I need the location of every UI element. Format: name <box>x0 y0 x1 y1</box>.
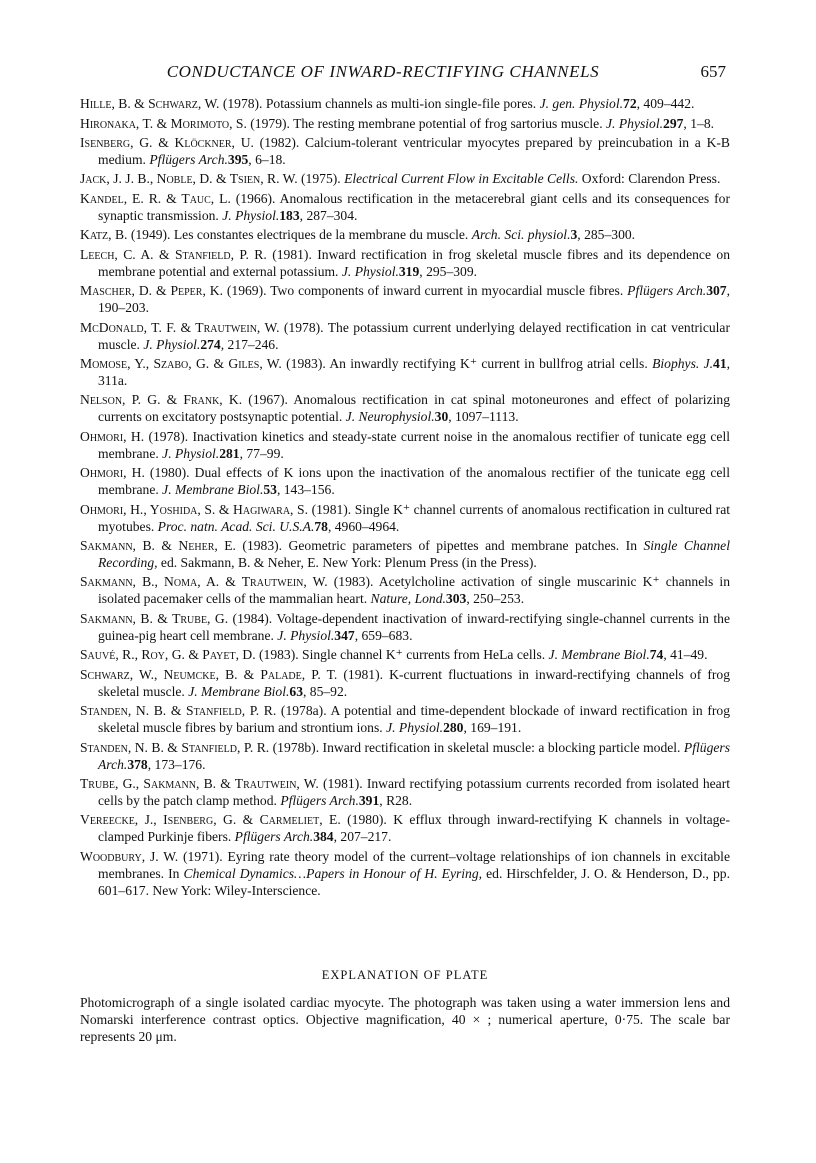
reference-title: (1983). Acetylcholine activation of single muscarinic K⁺ channels in isolated pacemaker cells of the mammalian heart. <box>98 574 730 607</box>
reference-entry <box>80 667 730 701</box>
reference-entry <box>80 502 730 536</box>
reference-volume: 78 <box>314 518 328 534</box>
reference-title: (1967). Anomalous rectification in cat spinal motoneurones and effect of polarizing currents on excitatory postsynaptic potential. <box>98 392 730 425</box>
reference-journal: J. Physiol. <box>222 207 280 223</box>
reference-title: (1975). <box>297 171 345 187</box>
reference-title: (1983). Geometric parameters of pipettes and membrane patches. In <box>235 538 644 554</box>
reference-authors: Trube, G., Sakmann, B. & Trautwein, W. <box>80 776 319 791</box>
reference-pages: , 659–683. <box>354 627 413 643</box>
reference-entry <box>80 283 730 317</box>
reference-authors: Hille, B. & Schwarz, W. <box>80 96 220 111</box>
reference-authors: Kandel, E. R. & Tauc, L. <box>80 190 231 206</box>
reference-journal: J. Membrane Biol. <box>162 482 264 498</box>
reference-entry <box>80 465 730 499</box>
reference-volume: 391 <box>358 792 380 808</box>
reference-journal: J. Physiol. <box>606 115 664 131</box>
reference-title: (1978). Potassium channels as multi-ion single-file pores. <box>219 96 540 111</box>
reference-entry <box>80 647 730 664</box>
reference-pages: , 295–309. <box>419 263 478 279</box>
reference-title: (1981). Single K⁺ channel currents of anomalous rectification in cultured rat myotubes. <box>98 501 731 534</box>
reference-authors: Jack, J. J. B., Noble, D. & Tsien, R. W. <box>80 171 298 187</box>
reference-journal: J. Physiol. <box>162 445 220 461</box>
reference-authors: Ohmori, H., Yoshida, S. & Hagiwara, S. <box>80 501 308 517</box>
reference-pages: ed. Sakmann, B. & Neher, E. New York: Plenum Press (in the Press). <box>157 554 537 570</box>
reference-pages: , R28. <box>379 792 413 808</box>
reference-pages: , 409–442. <box>636 96 695 111</box>
reference-volume: 53 <box>263 482 277 498</box>
reference-journal: J. Physiol. <box>386 720 444 736</box>
reference-journal: J. Physiol. <box>143 336 201 352</box>
reference-volume: 347 <box>334 627 355 643</box>
reference-pages: ed. Hirschfelder, J. O. & Henderson, D., pp. 601–617. New York: Wiley-Interscience. <box>98 865 730 898</box>
reference-pages: , 85–92. <box>302 683 348 699</box>
reference-volume: 281 <box>219 445 240 461</box>
plate-heading: EXPLANATION OF PLATE <box>321 968 489 982</box>
page-header <box>80 62 726 86</box>
reference-authors: Schwarz, W., Neumcke, B. & Palade, P. T. <box>80 666 338 682</box>
reference-journal: Arch. Sci. physiol. <box>471 227 571 243</box>
reference-entry <box>80 776 730 810</box>
reference-volume: 280 <box>443 720 464 736</box>
reference-journal: Electrical Current Flow in Excitable Cells. <box>344 171 579 187</box>
reference-pages: , 4960–4964. <box>327 518 400 534</box>
reference-authors: Woodbury, J. W. <box>80 848 179 864</box>
reference-journal: Single Channel Recording, <box>98 538 730 570</box>
reference-entry <box>80 392 730 426</box>
reference-authors: Sakmann, B., Noma, A. & Trautwein, W. <box>80 574 328 590</box>
reference-pages: , 143–156. <box>276 482 335 498</box>
reference-pages: , 1–8. <box>683 115 715 131</box>
reference-entry <box>80 191 730 225</box>
reference-volume: 274 <box>200 336 221 352</box>
reference-journal: Pflügers Arch. <box>98 739 730 772</box>
reference-entry <box>80 247 730 281</box>
reference-entry <box>80 429 730 463</box>
reference-pages: , 169–191. <box>463 720 522 736</box>
reference-pages: , 41–49. <box>663 647 708 663</box>
reference-authors: Katz, B. <box>80 227 128 243</box>
reference-pages: Oxford: Clarendon Press. <box>578 171 721 187</box>
reference-authors: Isenberg, G. & Klöckner, U. <box>80 135 254 150</box>
reference-authors: Momose, Y., Szabo, G. & Giles, W. <box>80 356 282 372</box>
reference-volume: 30 <box>434 409 449 425</box>
reference-journal: Pflügers Arch. <box>149 151 228 167</box>
reference-pages: , 311a. <box>98 356 731 388</box>
reference-volume: 3 <box>570 227 578 243</box>
reference-title: (1982). Calcium-tolerant ventricular myocytes prepared by preincubation in a K-B medium. <box>98 135 730 167</box>
reference-journal: Pflügers Arch. <box>234 829 314 845</box>
reference-volume: 395 <box>227 151 249 167</box>
reference-volume: 72 <box>623 96 637 111</box>
reference-entry <box>80 135 730 169</box>
reference-entry <box>80 538 730 572</box>
reference-volume: 297 <box>663 115 684 131</box>
reference-entry <box>80 740 730 774</box>
reference-title: (1979). The resting membrane potential of frog sartorius muscle. <box>246 115 607 131</box>
reference-journal: J. Physiol. <box>341 263 399 279</box>
reference-volume: 303 <box>445 591 467 607</box>
plate-caption: Photomicrograph of a single isolated cardiac myocyte. The photograph was taken using a water immersion lens and Nomarski interference contrast optics. Objective magnification, 40 × ; numerical aperture, 0·75. The scale bar represents 20 μm. <box>80 995 730 1045</box>
reference-entry <box>80 116 730 133</box>
reference-volume: 378 <box>127 756 148 772</box>
reference-authors: Standen, N. B. & Stanfield, P. R. <box>80 703 277 719</box>
reference-title: (1978). Inactivation kinetics and steady-state current noise in the anomalous rectifier of tunicate egg cell membrane. <box>98 428 730 461</box>
reference-pages: , 285–300. <box>577 227 636 243</box>
reference-title: (1980). K efflux through inward-rectifying K channels in voltage-clamped Purkinje fibers. <box>98 812 730 845</box>
reference-entry <box>80 703 730 737</box>
reference-pages: , 6–18. <box>248 151 286 167</box>
reference-list <box>80 96 730 902</box>
reference-pages: , 250–253. <box>466 591 525 607</box>
reference-pages: , 217–246. <box>220 336 279 352</box>
reference-authors: Nelson, P. G. & Frank, K. <box>80 392 243 408</box>
reference-journal: J. Physiol. <box>277 627 335 643</box>
reference-journal: Nature, Lond. <box>370 591 446 607</box>
reference-title: (1978b). Inward rectification in skeletal muscle: a blocking particle model. <box>269 739 684 755</box>
reference-authors: Leech, C. A. & Stanfield, P. R. <box>80 246 267 262</box>
reference-title: (1980). Dual effects of K ions upon the inactivation of the anomalous rectifier of the tunicate egg cell membrane. <box>98 465 730 498</box>
reference-volume: 319 <box>398 263 420 279</box>
reference-authors: Ohmori, H. <box>80 428 145 444</box>
reference-pages: , 190–203. <box>98 283 730 316</box>
reference-volume: 74 <box>649 647 664 663</box>
reference-entry <box>80 96 730 113</box>
reference-title: (1969). Two components of inward current in myocardial muscle fibres. <box>222 283 628 299</box>
reference-volume: 63 <box>289 683 303 699</box>
reference-pages: , 287–304. <box>299 207 358 223</box>
reference-entry <box>80 611 730 645</box>
reference-entry <box>80 812 730 846</box>
reference-journal: J. Neurophysiol. <box>345 409 435 425</box>
reference-journal: Chemical Dynamics…Papers in Honour of H. Eyring, <box>183 865 483 881</box>
reference-title: (1981). K-current fluctuations in inward-rectifying channels of frog skeletal muscle. <box>98 666 730 699</box>
reference-entry <box>80 849 730 900</box>
reference-title: (1949). Les constantes electriques de la membrane du muscle. <box>127 227 472 243</box>
reference-entry <box>80 171 730 188</box>
reference-entry <box>80 227 730 244</box>
reference-journal: Pflügers Arch. <box>280 792 359 808</box>
reference-pages: , 77–99. <box>239 445 284 461</box>
reference-volume: 41 <box>713 356 727 372</box>
reference-entry <box>80 574 730 608</box>
reference-journal: Pflügers Arch. <box>627 283 707 299</box>
reference-authors: Mascher, D. & Peper, K. <box>80 283 223 299</box>
reference-pages: , 1097–1113. <box>448 409 519 425</box>
reference-journal: Biophys. J. <box>652 356 714 372</box>
reference-journal: J. gen. Physiol. <box>539 96 624 111</box>
reference-authors: Sauvé, R., Roy, G. & Payet, D. <box>80 647 256 663</box>
reference-volume: 307 <box>706 283 727 299</box>
reference-pages: , 173–176. <box>147 756 206 772</box>
reference-authors: Sakmann, B. & Trube, G. <box>80 610 229 626</box>
reference-authors: Standen, N. B. & Stanfield, P. R. <box>80 739 270 755</box>
reference-volume: 384 <box>313 829 334 845</box>
reference-volume: 183 <box>279 207 300 223</box>
page-number: 657 <box>700 62 726 81</box>
reference-title: (1984). Voltage-dependent inactivation of inward-rectifying single-channel currents in the guinea-pig heart cell membrane. <box>98 610 730 643</box>
reference-title: (1966). Anomalous rectification in the metacerebral giant cells and its consequences for synaptic transmission. <box>98 190 730 223</box>
running-title: CONDUCTANCE OF INWARD-RECTIFYING CHANNELS <box>166 62 600 81</box>
reference-title: (1983). An inwardly rectifying K⁺ current in bullfrog atrial cells. <box>281 356 653 372</box>
reference-authors: Ohmori, H. <box>80 465 145 481</box>
reference-authors: Hironaka, T. & Morimoto, S. <box>80 115 247 131</box>
reference-entry <box>80 320 730 354</box>
reference-authors: Sakmann, B. & Neher, E. <box>80 538 236 554</box>
reference-title: (1971). Eyring rate theory model of the current–voltage relationships of ion channels in excitable membranes. In <box>98 848 730 881</box>
reference-entry <box>80 356 730 390</box>
reference-title: (1978). The potassium current underlying delayed rectification in cat ventricular muscle. <box>98 319 730 352</box>
reference-title: (1978a). A potential and time-dependent blockade of inward rectification in frog skeletal muscle fibres by barium and strontium ions. <box>98 703 730 736</box>
reference-authors: McDonald, T. F. & Trautwein, W. <box>80 319 280 335</box>
reference-journal: J. Membrane Biol. <box>548 647 650 663</box>
reference-title: (1981). Inward rectification in frog skeletal muscle fibres and its dependence on membrane potential and external potassium. <box>98 246 730 279</box>
reference-pages: , 207–217. <box>333 829 392 845</box>
reference-journal: J. Membrane Biol. <box>188 683 290 699</box>
reference-title: (1981). Inward rectifying potassium currents recorded from isolated heart cells by the patch clamp method. <box>98 776 730 808</box>
reference-authors: Vereecke, J., Isenberg, G. & Carmeliet, E. <box>80 812 341 828</box>
reference-journal: Proc. natn. Acad. Sci. U.S.A. <box>157 518 315 534</box>
reference-title: (1983). Single channel K⁺ currents from HeLa cells. <box>255 647 549 663</box>
